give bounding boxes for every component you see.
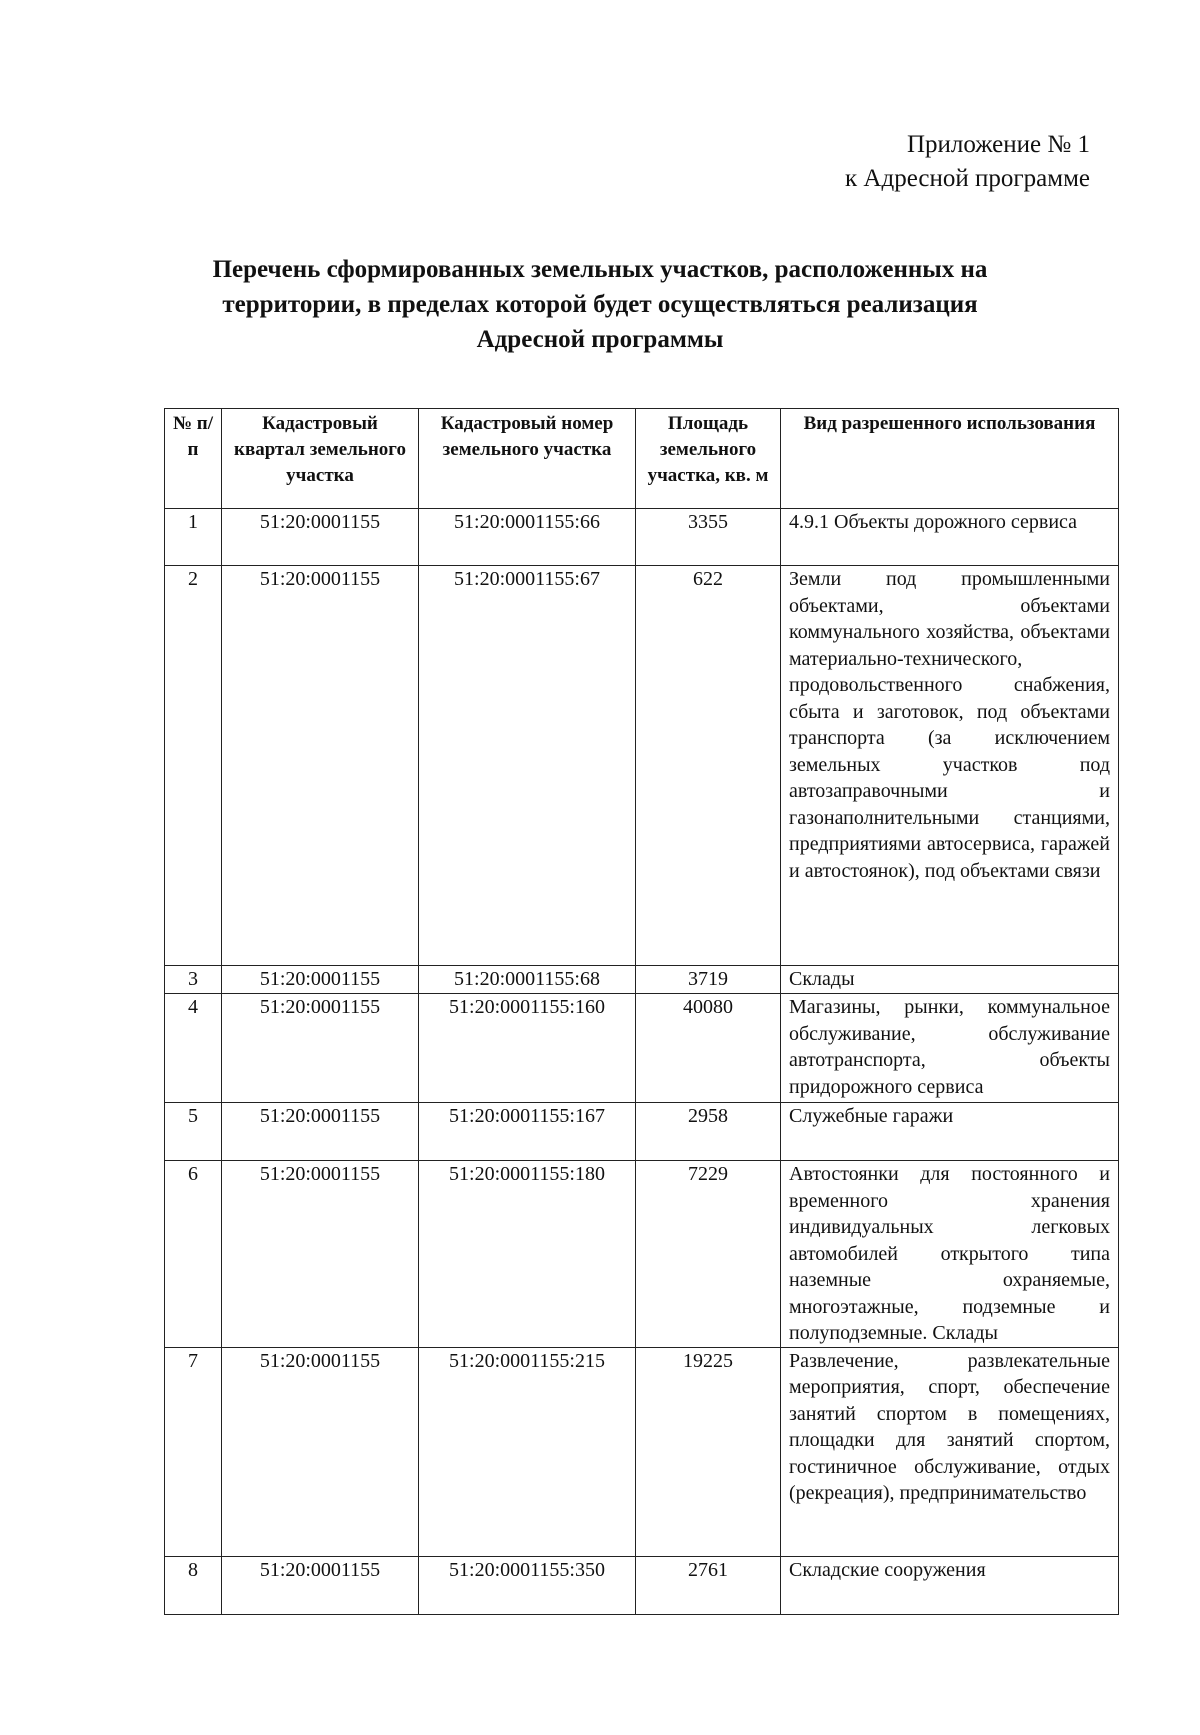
row-area: 622 — [636, 566, 781, 966]
row-use: Складские сооружения — [781, 1556, 1119, 1614]
row-number: 7 — [165, 1347, 222, 1556]
row-number: 8 — [165, 1556, 222, 1614]
row-number: 5 — [165, 1103, 222, 1161]
row-number: 6 — [165, 1161, 222, 1348]
row-quarter: 51:20:0001155 — [222, 1347, 419, 1556]
title-line-1: Перечень сформированных земельных участков, расположенных на — [212, 256, 988, 283]
row-quarter: 51:20:0001155 — [222, 994, 419, 1103]
row-quarter: 51:20:0001155 — [222, 509, 419, 566]
row-cadastral: 51:20:0001155:66 — [419, 509, 636, 566]
row-number: 4 — [165, 994, 222, 1103]
table-row — [165, 994, 1119, 1103]
row-area: 3719 — [636, 966, 781, 994]
row-quarter: 51:20:0001155 — [222, 1161, 419, 1348]
appendix-label — [845, 128, 1090, 196]
header-cadastral-number: Кадастровый номер земельного участка — [419, 409, 636, 509]
row-number: 3 — [165, 966, 222, 994]
row-use: Склады — [781, 966, 1119, 994]
row-use: 4.9.1 Объекты дорожного сервиса — [781, 509, 1119, 566]
table-row — [165, 966, 1119, 994]
row-area: 19225 — [636, 1347, 781, 1556]
header-cadastral-quarter: Кадастровый квартал земельного участка — [222, 409, 419, 509]
appendix-line-1: Приложение № 1 — [906, 131, 1090, 158]
row-use: Служебные гаражи — [781, 1103, 1119, 1161]
appendix-line-2: к Адресной программе — [845, 165, 1090, 192]
row-area: 3355 — [636, 509, 781, 566]
table-row — [165, 1347, 1119, 1556]
row-cadastral: 51:20:0001155:67 — [419, 566, 636, 966]
header-number: № п/п — [165, 409, 222, 509]
row-cadastral: 51:20:0001155:215 — [419, 1347, 636, 1556]
row-quarter: 51:20:0001155 — [222, 1103, 419, 1161]
table-header-row — [165, 409, 1119, 509]
row-area: 7229 — [636, 1161, 781, 1348]
row-quarter: 51:20:0001155 — [222, 966, 419, 994]
row-number: 2 — [165, 566, 222, 966]
land-plots-table — [164, 408, 1119, 1615]
row-cadastral: 51:20:0001155:350 — [419, 1556, 636, 1614]
row-cadastral: 51:20:0001155:160 — [419, 994, 636, 1103]
row-area: 2958 — [636, 1103, 781, 1161]
table-row — [165, 1103, 1119, 1161]
row-quarter: 51:20:0001155 — [222, 566, 419, 966]
title-line-3: Адресной программы — [476, 326, 724, 353]
title-line-2: территории, в пределах которой будет осуществляться реализация — [222, 291, 978, 318]
row-use: Развлечение, развлекательные мероприятия, спорт, обеспечение занятий спортом в помещениях, площадки для занятий спортом, гостиничное обслуживание, отдых (рекреация), предпринимательство — [781, 1347, 1119, 1556]
header-permitted-use: Вид разрешенного использования — [781, 409, 1119, 509]
row-cadastral: 51:20:0001155:167 — [419, 1103, 636, 1161]
document-title — [150, 252, 1050, 357]
row-cadastral: 51:20:0001155:180 — [419, 1161, 636, 1348]
row-use: Автостоянки для постоянного и временного хранения индивидуальных легковых автомобилей открытого типа наземные охраняемые, многоэтажные, подземные и полуподземные. Склады — [781, 1161, 1119, 1348]
row-use: Земли под промышленными объектами, объектами коммунального хозяйства, объектами материально-технического, продовольственного снабжения, сбыта и заготовок, под объектами транспорта (за исключением земельных участков под автозаправочными и газонаполнительными станциями, предприятиями автосервиса, гаражей и автостоянок), под объектами связи — [781, 566, 1119, 966]
header-area: Площадь земельного участка, кв. м — [636, 409, 781, 509]
table-row — [165, 509, 1119, 566]
row-quarter: 51:20:0001155 — [222, 1556, 419, 1614]
row-area: 40080 — [636, 994, 781, 1103]
row-number: 1 — [165, 509, 222, 566]
row-area: 2761 — [636, 1556, 781, 1614]
table-row — [165, 1161, 1119, 1348]
table-row — [165, 566, 1119, 966]
row-use: Магазины, рынки, коммунальное обслуживание, обслуживание автотранспорта, объекты придорожного сервиса — [781, 994, 1119, 1103]
row-cadastral: 51:20:0001155:68 — [419, 966, 636, 994]
table-row — [165, 1556, 1119, 1614]
